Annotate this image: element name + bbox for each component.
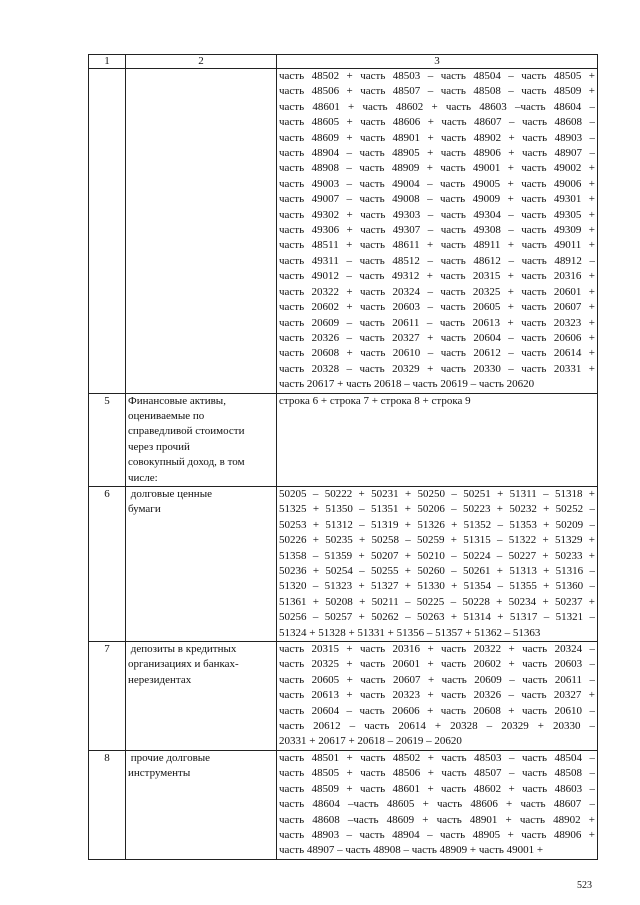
formula-line: часть 48907 – часть 48908 – часть 48909 + часть 49001 + [279,844,544,857]
formula-line: часть 20605 + часть 20607 + часть 20609 – часть 20611 – [279,673,595,686]
description-line: инструменты [128,767,191,780]
description-line: бумаги [128,503,161,516]
table-row [89,642,598,751]
row-number [89,69,126,394]
formula-line: часть 20322 + часть 20324 – часть 20325 + часть 20601 + [279,285,595,298]
row-description [126,393,277,486]
row-formula [277,750,598,859]
formula-line: часть 48501 + часть 48502 + часть 48503 – часть 48504 – [279,751,595,764]
formula-table [88,54,598,860]
header-col-3: 3 [277,55,598,69]
formula-line: часть 48511 + часть 48611 + часть 48911 + часть 49011 + [279,239,595,252]
row-number: 8 [89,750,126,859]
row-description [126,69,277,394]
page-number: 523 [577,880,592,891]
formula-line: 50256 – 50257 + 50262 – 50263 + 51314 + 51317 – 51321 – [279,611,595,624]
formula-line: часть 49007 – часть 49008 – часть 49009 + часть 49301 + [279,193,595,206]
formula-line: часть 48505 + часть 48506 + часть 48507 – часть 48508 – [279,767,595,780]
formula-line: часть 48608 –часть 48609 + часть 48901 + часть 48902 + [279,813,595,826]
row-formula [277,486,598,641]
row-formula [277,642,598,751]
formula-line: часть 48605 + часть 48606 + часть 48607 – часть 48608 – [279,116,595,129]
description-line: через прочий [128,440,190,453]
formula-line: часть 20326 – часть 20327 + часть 20604 – часть 20606 + [279,331,595,344]
formula-line: строка 6 + строка 7 + строка 8 + строка 9 [279,394,471,407]
formula-line: часть 20608 + часть 20610 – часть 20612 – часть 20614 + [279,347,595,360]
formula-line: часть 49012 – часть 49312 + часть 20315 + часть 20316 + [279,270,595,283]
formula-line: часть 48609 + часть 48901 + часть 48902 + часть 48903 – [279,131,595,144]
formula-line: часть 20612 – часть 20614 + 20328 – 20329 + 20330 – [279,720,595,733]
formula-line: 51361 + 50208 + 50211 – 50225 – 50228 + 50234 + 50237 + [279,595,595,608]
description-line: нерезидентах [128,673,192,686]
formula-line: часть 49306 + часть 49307 – часть 49308 – часть 49309 + [279,224,595,237]
row-number: 7 [89,642,126,751]
row-number: 6 [89,486,126,641]
formula-line: часть 20613 + часть 20323 + часть 20326 – часть 20327 + [279,689,595,702]
header-col-2: 2 [126,55,277,69]
description-line: депозиты в кредитных [128,643,237,656]
description-line: совокупный доход, в том [128,456,245,469]
formula-line: часть 48509 + часть 48601 + часть 48602 + часть 48603 – [279,782,595,795]
description-line: числе: [128,471,158,484]
row-formula [277,69,598,394]
row-formula [277,393,598,486]
table-row [89,69,598,394]
row-description [126,750,277,859]
formula-line: 20331 + 20617 + 20618 – 20619 – 20620 [279,735,462,748]
formula-line: часть 48908 – часть 48909 + часть 49001 + часть 49002 + [279,162,595,175]
header-col-1: 1 [89,55,126,69]
formula-line: часть 20325 + часть 20601 + часть 20602 + часть 20603 – [279,658,595,671]
table-row [89,750,598,859]
formula-line: 51320 – 51323 + 51327 + 51330 + 51354 – 51355 + 51360 – [279,580,595,593]
row-description [126,642,277,751]
formula-line: часть 48904 – часть 48905 + часть 48906 + часть 48907 – [279,147,595,160]
formula-line: часть 20328 – часть 20329 + часть 20330 – часть 20331 + [279,362,595,375]
formula-line: 50226 + 50235 + 50258 – 50259 + 51315 – 51322 + 51329 + [279,534,595,547]
formula-line: часть 48502 + часть 48503 – часть 48504 – часть 48505 + [279,70,595,82]
description-line: справедливой стоимости [128,425,245,438]
formula-line: часть 48903 – часть 48904 – часть 48905 + часть 48906 + [279,828,595,841]
description-line: организациях и банках- [128,658,239,671]
row-description [126,486,277,641]
formula-line: 50253 + 51312 – 51319 + 51326 + 51352 – 51353 + 50209 – [279,518,595,531]
formula-line: 50236 + 50254 – 50255 + 50260 – 50261 + 51313 + 51316 – [279,565,595,577]
formula-line: часть 20602 + часть 20603 – часть 20605 + часть 20607 + [279,301,595,314]
formula-line: 50205 – 50222 + 50231 + 50250 – 50251 + 51311 – 51318 + [279,487,595,500]
description-line: оцениваемые по [128,409,205,422]
formula-line: часть 49302 + часть 49303 – часть 49304 – часть 49305 + [279,208,595,221]
formula-line: 51324 + 51328 + 51331 + 51356 – 51357 + 51362 – 51363 [279,626,541,639]
table-header-row [89,55,598,69]
formula-line: часть 20315 + часть 20316 + часть 20322 + часть 20324 – [279,643,595,656]
table-row [89,486,598,641]
formula-line: 51325 + 51350 – 51351 + 50206 – 50223 + 50232 + 50252 – [279,503,595,516]
description-line: прочие долговые [128,751,211,764]
formula-line: часть 48604 –часть 48605 + часть 48606 + часть 48607 – [279,798,595,811]
formula-line: 51358 – 51359 + 50207 + 50210 – 50224 – 50227 + 50233 + [279,549,595,562]
formula-line: часть 48601 + часть 48602 + часть 48603 –часть 48604 – [279,100,595,113]
description-line: долговые ценные [128,487,212,500]
description-line: Финансовые активы, [128,394,226,407]
formula-line: часть 20609 – часть 20611 – часть 20613 + часть 20323 + [279,316,595,329]
formula-line: часть 49003 – часть 49004 – часть 49005 + часть 49006 + [279,177,595,190]
formula-line: часть 20604 – часть 20606 + часть 20608 + часть 20610 – [279,704,595,717]
formula-line: часть 20617 + часть 20618 – часть 20619 – часть 20620 [279,378,535,391]
table-row [89,393,598,486]
formula-line: часть 48506 + часть 48507 – часть 48508 – часть 48509 + [279,85,595,98]
row-number: 5 [89,393,126,486]
formula-line: часть 49311 – часть 48512 – часть 48612 – часть 48912 – [279,254,595,267]
